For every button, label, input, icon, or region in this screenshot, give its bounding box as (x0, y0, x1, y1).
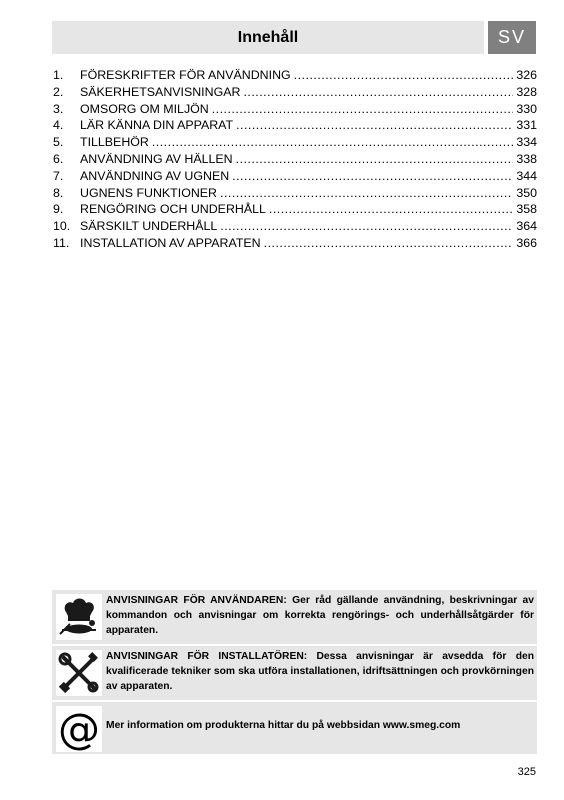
toc-number: 3. (53, 101, 64, 116)
toc-leader (220, 185, 513, 202)
toc-leader (232, 168, 513, 185)
toc-title: TILLBEHÖR (80, 135, 149, 150)
toc-item[interactable] (53, 67, 537, 84)
toc-page: 344 (516, 168, 537, 183)
toc-page: 326 (516, 68, 537, 82)
table-of-contents (53, 67, 537, 252)
toc-number: 5. (53, 135, 64, 150)
toc-item[interactable] (53, 218, 537, 235)
toc-number: 8. (53, 185, 64, 200)
toc-item[interactable] (53, 117, 537, 134)
toc-number: 7. (53, 168, 64, 183)
toc-title: RENGÖRING OCH UNDERHÅLL (80, 202, 266, 217)
toc-title: OMSORG OM MILJÖN (80, 101, 209, 116)
toc-title: UGNENS FUNKTIONER (80, 185, 217, 200)
toc-item[interactable] (53, 134, 537, 151)
toc-title: SÄRSKILT UNDERHÅLL (80, 219, 218, 234)
language-badge: SV (488, 21, 536, 54)
toc-title: SÄKERHETSANVISNINGAR (80, 84, 241, 99)
toc-item[interactable] (53, 201, 537, 218)
tools-icon (56, 650, 102, 696)
toc-number: 11. (53, 235, 70, 250)
toc-title: FÖRESKRIFTER FÖR ANVÄNDNING (80, 68, 291, 82)
page-number: 325 (517, 766, 536, 778)
toc-item[interactable] (53, 84, 537, 101)
toc-page: 338 (516, 151, 537, 166)
toc-item[interactable] (53, 235, 537, 252)
toc-page: 328 (516, 84, 537, 99)
header-bar (52, 21, 484, 54)
toc-number: 2. (53, 84, 64, 99)
toc-leader (220, 218, 513, 235)
toc-page: 330 (516, 101, 537, 116)
toc-item[interactable] (53, 185, 537, 202)
at-icon: @ (58, 704, 100, 753)
toc-item[interactable] (53, 101, 537, 118)
toc-page: 334 (516, 135, 537, 150)
toc-page: 350 (516, 185, 537, 200)
toc-number: 1. (53, 68, 64, 82)
toc-number: 4. (53, 118, 64, 133)
toc-leader (152, 134, 513, 151)
user-instructions-notice (52, 590, 537, 644)
toc-item[interactable] (53, 168, 537, 185)
toc-leader (264, 235, 514, 252)
chef-icon (56, 594, 102, 640)
toc-page: 364 (516, 219, 537, 234)
toc-page: 331 (516, 118, 537, 133)
installer-instructions-text: ANVISNINGAR FÖR INSTALLATÖREN: Dessa anvisningar är avsedda för den kvalificerade tekniker som ska utföra installationen, idriftsättningen och provkörningen av apparaten. (106, 651, 534, 692)
toc-number: 10. (53, 219, 71, 234)
toc-number: 6. (53, 151, 64, 166)
user-instructions-text: ANVISNINGAR FÖR ANVÄNDAREN: Ger råd gällande användning, beskrivningar av kommandon och anvisningar om korrekta rengörings- och underhållsåtgärder för apparaten. (106, 595, 534, 636)
toc-title: LÄR KÄNNA DIN APPARAT (80, 118, 234, 133)
toc-title: INSTALLATION AV APPARATEN (80, 235, 261, 250)
toc-leader (269, 201, 513, 218)
web-info-notice (52, 702, 537, 754)
toc-page: 366 (516, 235, 537, 250)
toc-title: ANVÄNDNING AV HÄLLEN (80, 151, 233, 166)
page-title: Innehåll (237, 28, 299, 46)
toc-leader (236, 117, 513, 134)
toc-title: ANVÄNDNING AV UGNEN (80, 168, 230, 183)
toc-leader (212, 101, 514, 118)
toc-leader (243, 84, 513, 101)
web-info-text[interactable]: Mer information om produkterna hittar du på webbsidan www.smeg.com (106, 720, 461, 731)
toc-item[interactable] (53, 151, 537, 168)
installer-instructions-notice (52, 646, 537, 700)
toc-page: 358 (516, 202, 537, 217)
toc-leader (294, 67, 514, 84)
toc-leader (236, 151, 514, 168)
toc-number: 9. (53, 202, 64, 217)
